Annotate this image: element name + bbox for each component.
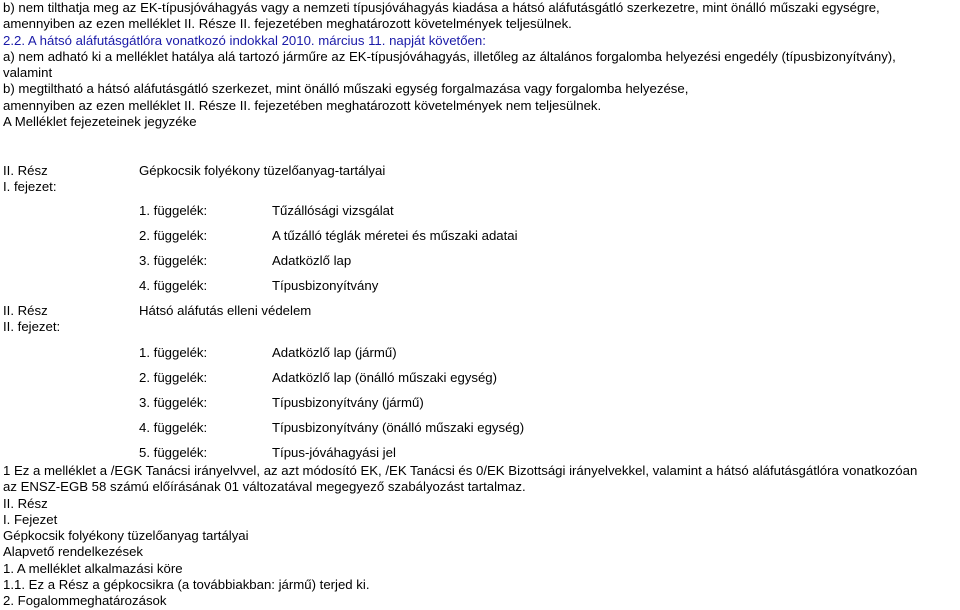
- intro-line-1: b) nem tilthatja meg az EK-típusjóváhagyás vagy a nemzeti típusjóváhagyás kiadása a hátsó aláfutásgátló szerkezetre, mint önálló műszaki egységre,: [3, 0, 880, 15]
- footnote-line-1: 1 Ez a melléklet a /EGK Tanácsi irányelvvel, az azt módosító EK, /EK Tanácsi és 0/EK Bizottsági irányelvekkel, valamint a hátsó aláfutásgátlóra vonatkozóan: [3, 463, 918, 478]
- toc-chapter-title: Hátsó aláfutás elleni védelem: [139, 303, 312, 318]
- section-1-heading: 1. A melléklet alkalmazási köre: [3, 560, 183, 576]
- section-1-1-text: 1.1. Ez a Rész a gépkocsikra (a továbbiakban: jármű) terjed ki.: [3, 577, 370, 593]
- appendix-title: Típusbizonyítvány (jármű): [272, 395, 424, 410]
- appendix-number: 4. függelék:: [139, 278, 208, 293]
- appendix-number: 1. függelék:: [139, 203, 208, 218]
- toc-heading: A Melléklet fejezeteinek jegyzéke: [3, 114, 197, 130]
- chapter-heading: I. Fejezet: [3, 511, 58, 527]
- toc-part-label: II. Rész: [3, 303, 48, 318]
- appendix-title: Tűzállósági vizsgálat: [272, 203, 394, 218]
- appendix-title: Adatközlő lap (önálló műszaki egység): [272, 370, 498, 385]
- part-heading: II. Rész: [3, 495, 48, 511]
- appendix-title: Típusbizonyítvány (önálló műszaki egység): [272, 420, 525, 435]
- intro-line-7: amennyiben az ezen melléklet II. Része II. fejezetében meghatározott követelmények nem teljesülnek.: [3, 97, 602, 113]
- appendix-title: A tűzálló téglák méretei és műszaki adatai: [272, 228, 518, 243]
- appendix-title: Adatközlő lap: [272, 253, 352, 268]
- appendix-number: 5. függelék:: [139, 445, 208, 460]
- chapter-title: Gépkocsik folyékony tüzelőanyag tartályai: [3, 528, 249, 544]
- appendix-title: Típus-jóváhagyási jel: [272, 445, 396, 460]
- body-section: [3, 463, 957, 610]
- appendix-title: Adatközlő lap (jármű): [272, 345, 397, 360]
- appendix-number: 2. függelék:: [139, 370, 208, 385]
- toc-part-label: II. Rész: [3, 163, 48, 178]
- intro-line-4: a) nem adható ki a melléklet hatálya alá tartozó járműre az EK-típusjóváhagyás, illetőleg az általános forgalomba helyezési engedély (típusbizonyítvány),: [3, 48, 896, 64]
- subsection-heading: Alapvető rendelkezések: [3, 544, 144, 560]
- appendix-number: 3. függelék:: [139, 253, 208, 268]
- appendix-number: 1. függelék:: [139, 345, 208, 360]
- footnote-line-2: az ENSZ-EGB 58 számú előírásának 01 változatával megegyező szabályozást tartalmaz.: [3, 479, 526, 495]
- intro-section: [3, 0, 957, 130]
- appendix-number: 4. függelék:: [139, 420, 208, 435]
- appendix-title: Típusbizonyítvány: [272, 278, 379, 293]
- intro-line-5: valamint: [3, 65, 53, 81]
- intro-line-2: amennyiben az ezen melléklet II. Része II. fejezetében meghatározott követelmények teljesülnek.: [3, 16, 572, 32]
- intro-line-6: b) megtiltható a hátsó aláfutásgátló szerkezet, mint önálló műszaki egység forgalmazása vagy forgalomba helyezése,: [3, 81, 689, 97]
- toc-chapter-label: II. fejezet:: [3, 319, 61, 334]
- appendix-number: 2. függelék:: [139, 228, 208, 243]
- section-2-heading: 2. Fogalommeghatározások: [3, 593, 167, 609]
- toc-chapter-label: I. fejezet:: [3, 179, 57, 194]
- toc-chapter-title: Gépkocsik folyékony tüzelőanyag-tartályai: [139, 163, 386, 178]
- appendix-number: 3. függelék:: [139, 395, 208, 410]
- section-heading-2-2: 2.2. A hátsó aláfutásgátlóra vonatkozó indokkal 2010. március 11. napját követően:: [3, 32, 486, 48]
